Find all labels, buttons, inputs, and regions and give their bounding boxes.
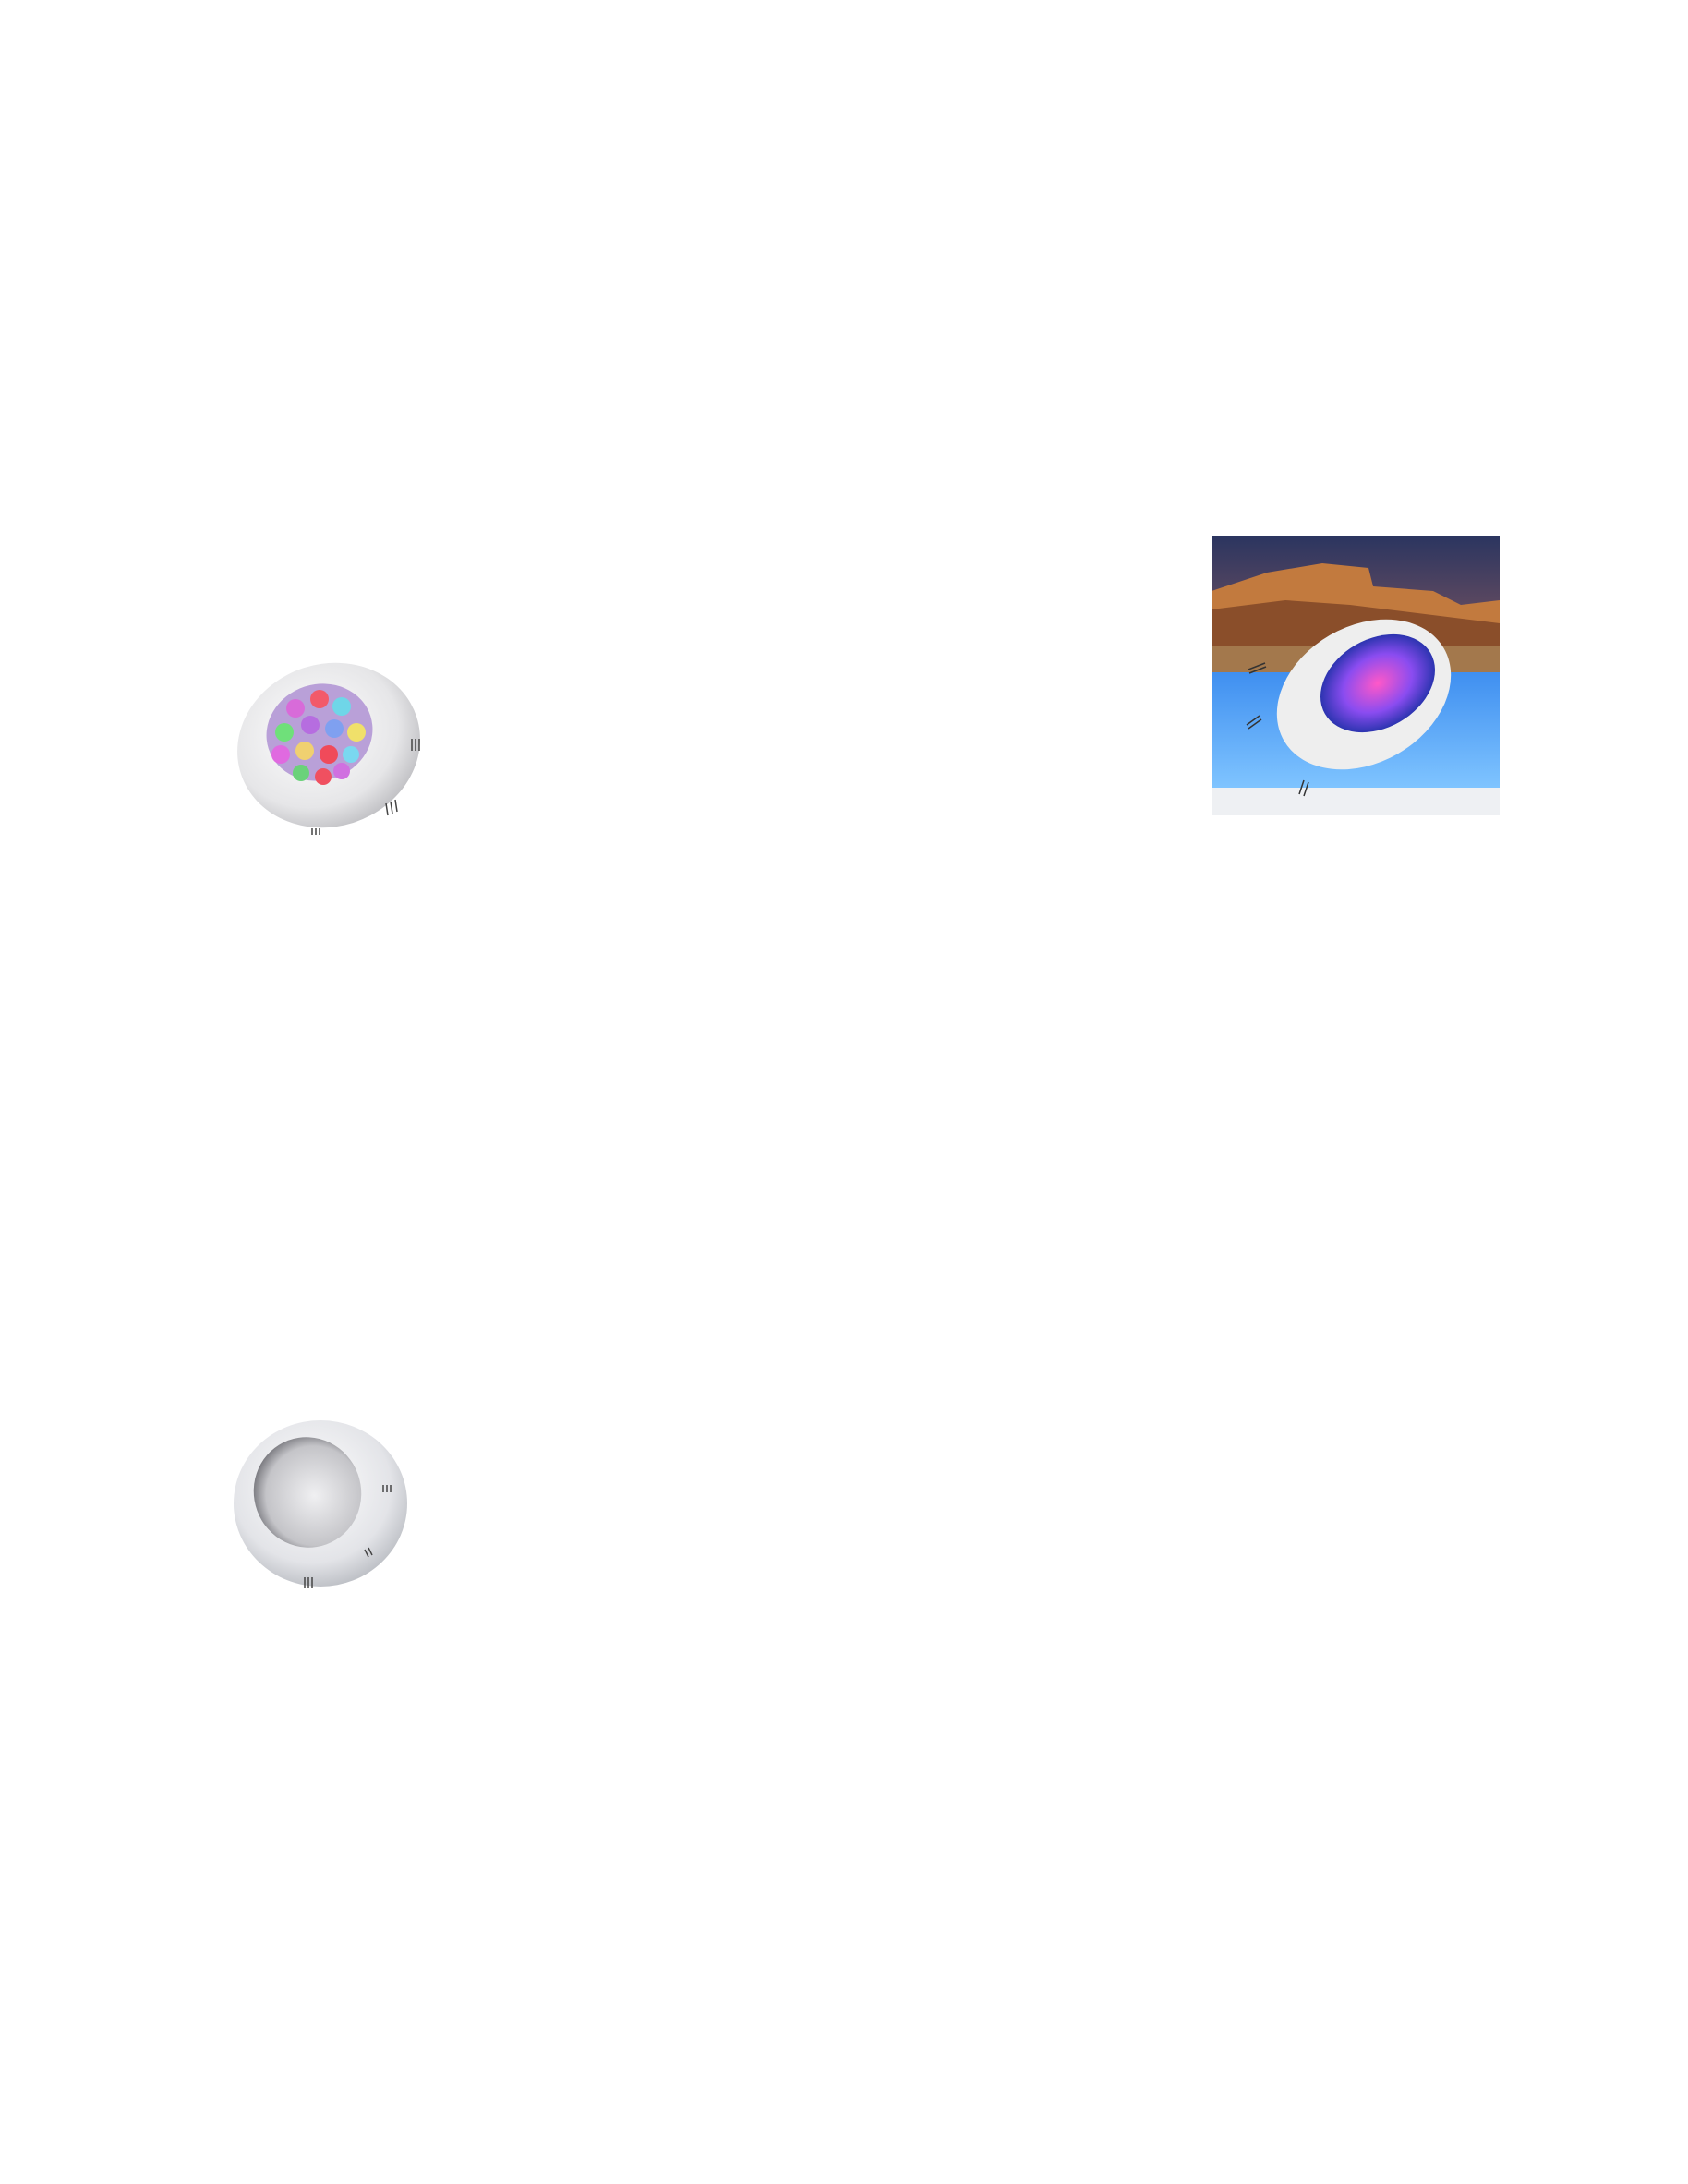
- rgb-lamp-image: [229, 651, 428, 836]
- pool-scene-image: [1212, 536, 1500, 815]
- white-lamp-image: [226, 1411, 411, 1596]
